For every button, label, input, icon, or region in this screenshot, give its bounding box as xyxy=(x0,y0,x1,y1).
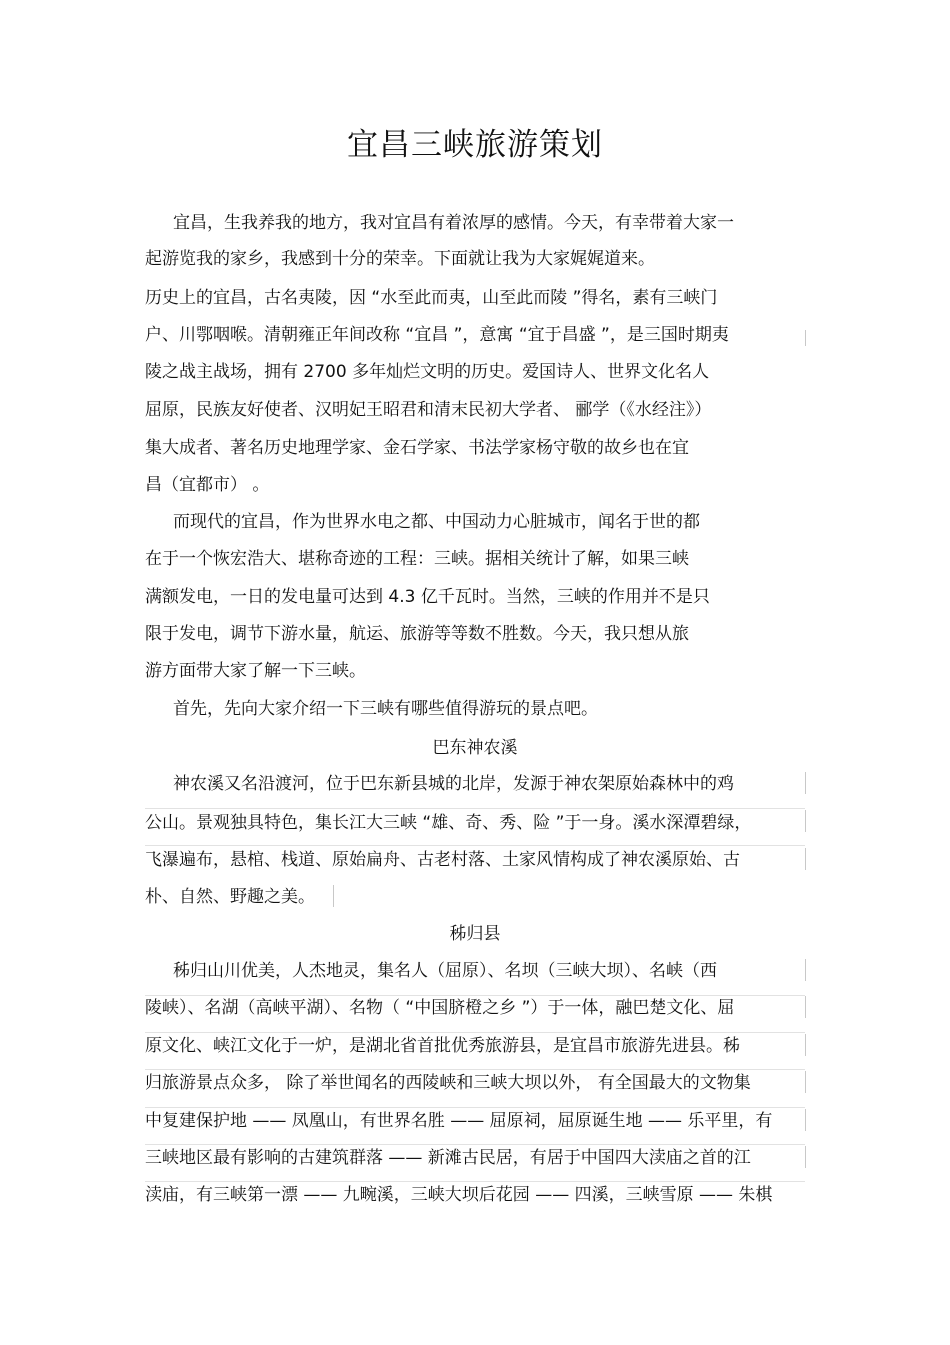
rule-line xyxy=(145,995,805,996)
intro-line: 游方面带大家了解一下三峡。 xyxy=(145,661,366,681)
rule-mark xyxy=(805,848,806,870)
intro-line: 历史上的宜昌，古名夷陵，因 “水至此而夷，山至此而陵 ”得名，素有三峡门 xyxy=(145,288,718,308)
intro-line: 户、川鄂咽喉。清朝雍正年间改称 “宜昌 ”，意寓 “宜于昌盛 ”，是三国时期夷 xyxy=(145,325,729,345)
rule-line xyxy=(145,1032,805,1033)
rule-mark xyxy=(805,330,806,346)
intro-line: 满额发电，一日的发电量可达到 4.3 亿千瓦时。当然，三峡的作用并不是只 xyxy=(145,587,710,607)
intro-line: 首先，先向大家介绍一下三峡有哪些值得游玩的景点吧。 xyxy=(173,699,598,719)
section-line: 陵峡）、名湖（高峡平湖）、名物（ “中国脐橙之乡 ”）于一体，融巴楚文化、屈 xyxy=(145,998,735,1018)
rule-mark xyxy=(805,1071,806,1093)
section-line: 中复建保护地 —— 凤凰山，有世界名胜 —— 屈原祠，屈原诞生地 —— 乐平里，有 xyxy=(145,1111,773,1131)
section-line: 三峡地区最有影响的古建筑群落 —— 新滩古民居，有居于中国四大渎庙之首的江 xyxy=(145,1148,751,1168)
section-line: 原文化、峡江文化于一炉，是湖北省首批优秀旅游县，是宜昌市旅游先进县。秭 xyxy=(145,1036,740,1056)
section-line: 神农溪又名沿渡河，位于巴东新县城的北岸，发源于神农架原始森林中的鸡 xyxy=(173,774,734,794)
intro-line: 起游览我的家乡，我感到十分的荣幸。下面就让我为大家娓娓道来。 xyxy=(145,249,655,269)
section-line: 公山。景观独具特色，集长江大三峡 “雄、奇、秀、险 ”于一身。溪水深潭碧绿， xyxy=(145,813,752,833)
rule-line xyxy=(145,1181,805,1182)
rule-mark xyxy=(805,1146,806,1168)
section-line: 渎庙，有三峡第一漂 —— 九畹溪，三峡大坝后花园 —— 四溪，三峡雪原 —— 朱棋 xyxy=(145,1185,773,1205)
section-line: 秭归山川优美，人杰地灵，集名人（屈原）、名坝（三峡大坝）、名峡（西 xyxy=(173,961,717,981)
intro-line: 屈原，民族友好使者、汉明妃王昭君和清末民初大学者、 郦学（《水经注》） xyxy=(145,400,712,420)
rule-mark xyxy=(805,959,806,981)
rule-mark xyxy=(805,810,806,832)
intro-line: 集大成者、著名历史地理学家、金石学家、书法学家杨守敬的故乡也在宜 xyxy=(145,438,689,458)
rule-line xyxy=(145,1144,805,1145)
intro-line: 宜昌，生我养我的地方，我对宜昌有着浓厚的感情。今天，有幸带着大家一 xyxy=(173,213,734,233)
section-line: 归旅游景点众多， 除了举世闻名的西陵峡和三峡大坝以外， 有全国最大的文物集 xyxy=(145,1073,751,1093)
intro-line: 陵之战主战场，拥有 2700 多年灿烂文明的历史。爱国诗人、世界文化名人 xyxy=(145,362,710,382)
section-heading: 秭归县 xyxy=(449,924,501,944)
section-heading: 巴东神农溪 xyxy=(432,738,518,758)
intro-line: 在于一个恢宏浩大、堪称奇迹的工程：三峡。据相关统计了解，如果三峡 xyxy=(145,549,689,569)
rule-line xyxy=(145,845,805,846)
rule-mark xyxy=(805,1034,806,1056)
intro-line: 而现代的宜昌，作为世界水电之都、中国动力心脏城市，闻名于世的都 xyxy=(173,512,700,532)
section-line: 飞瀑遍布，悬棺、栈道、原始扁舟、古老村落、土家风情构成了神农溪原始、古 xyxy=(145,850,740,870)
rule-mark xyxy=(805,772,806,794)
rule-line xyxy=(145,1107,805,1108)
document-title: 宜昌三峡旅游策划 xyxy=(347,127,603,163)
rule-line xyxy=(145,808,805,809)
intro-line: 限于发电，调节下游水量，航运、旅游等等数不胜数。今天，我只想从旅 xyxy=(145,624,689,644)
section-line: 朴、自然、野趣之美。 xyxy=(145,887,315,907)
rule-mark xyxy=(805,996,806,1018)
rule-mark xyxy=(805,1109,806,1131)
rule-mark xyxy=(333,885,334,907)
intro-line: 昌（宜都市） 。 xyxy=(145,475,270,495)
rule-line xyxy=(145,1069,805,1070)
